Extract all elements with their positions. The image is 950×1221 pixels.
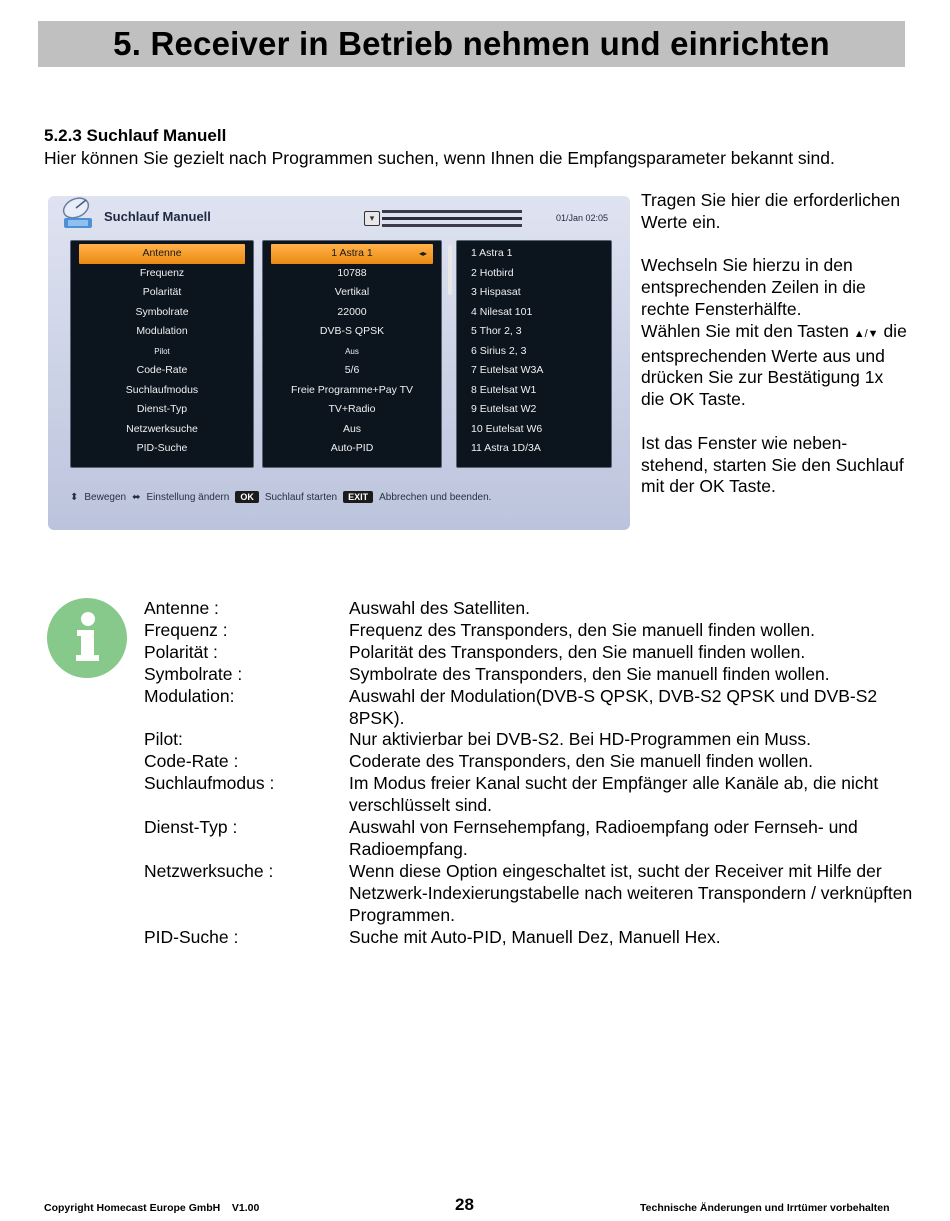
glossary-description: Symbolrate des Transponders, den Sie manuell finden wollen. xyxy=(349,663,830,684)
ok-key: OK xyxy=(235,491,259,503)
glossary-term: Polarität : xyxy=(144,641,218,662)
glossary-row xyxy=(144,817,914,861)
satellite-item[interactable]: 11 Astra 1D/3A xyxy=(471,442,541,454)
page-number: 28 xyxy=(455,1195,474,1214)
satellite-item[interactable]: 10 Eutelsat W6 xyxy=(471,422,543,435)
satellite-item[interactable]: 6 Sirius 2, 3 xyxy=(471,344,527,357)
settings-label-column xyxy=(70,240,254,468)
glossary-term: Netzwerksuche : xyxy=(144,860,274,881)
glossary-row xyxy=(144,664,914,686)
footer-move: Bewegen xyxy=(84,491,127,503)
setting-label[interactable]: Dienst-Typ xyxy=(136,403,188,415)
glossary-description: Auswahl von Fernsehempfang, Radioempfang oder Fernseh- und Radioempfang. xyxy=(349,817,858,859)
setting-value[interactable]: Freie Programme+Pay TV xyxy=(290,383,414,396)
glossary-description: Nur aktivierbar bei DVB-S2. Bei HD-Programmen ein Muss. xyxy=(349,729,811,750)
glossary-row xyxy=(144,861,914,927)
signal-bars xyxy=(382,210,522,226)
glossary-row xyxy=(144,620,914,642)
left-right-arrow-icon: ⬌ xyxy=(132,491,141,503)
footer-ok-text: Suchlauf starten xyxy=(264,491,338,503)
satellite-item[interactable]: 5 Thor 2, 3 xyxy=(471,325,522,337)
setting-value[interactable]: Aus xyxy=(345,346,359,356)
signal-icon: ▾ xyxy=(364,211,380,226)
glossary-description: Wenn diese Option eingeschaltet ist, sucht der Receiver mit Hilfe der Netzwerk-Indexierungstabelle nach weiteren Transpondern / verknüpften Programmen. xyxy=(349,860,913,925)
scrollbar[interactable] xyxy=(448,245,452,295)
satellite-item[interactable]: 4 Nilesat 101 xyxy=(471,305,533,318)
info-icon xyxy=(46,597,128,679)
glossary-row xyxy=(144,686,914,730)
glossary-description: Coderate des Transponders, den Sie manuell finden wollen. xyxy=(349,751,814,772)
glossary xyxy=(144,598,914,949)
chapter-title: 5. Receiver in Betrieb nehmen und einrichten xyxy=(113,25,830,62)
setting-value[interactable]: 22000 xyxy=(337,305,367,318)
glossary-term: Dienst-Typ : xyxy=(144,817,238,838)
glossary-term: Suchlaufmodus : xyxy=(144,773,275,794)
glossary-term: Frequenz : xyxy=(144,619,228,640)
arrow-keys-icon: ▲/▼ xyxy=(853,327,879,340)
glossary-term: PID-Suche : xyxy=(144,926,239,947)
glossary-description: Auswahl der Modulation(DVB-S QPSK, DVB-S2 QPSK und DVB-S2 8PSK). xyxy=(349,685,878,728)
setting-label[interactable]: Code-Rate xyxy=(136,364,188,376)
setting-value[interactable]: DVB-S QPSK xyxy=(319,325,385,337)
glossary-description: Frequenz des Transponders, den Sie manuell finden wollen. xyxy=(349,619,815,640)
glossary-term: Pilot: xyxy=(144,729,183,750)
setting-label[interactable]: PID-Suche xyxy=(136,442,188,454)
setting-label[interactable]: Pilot xyxy=(154,346,170,356)
satellite-item[interactable]: 9 Eutelsat W2 xyxy=(471,403,537,415)
glossary-row xyxy=(144,598,914,620)
setting-value[interactable]: 10788 xyxy=(337,266,367,279)
satellite-list-column xyxy=(456,240,612,468)
section-intro: Hier können Sie gezielt nach Programmen suchen, wenn Ihnen die Empfangsparameter bekannt sind. xyxy=(44,148,835,168)
screen-title: Suchlauf Manuell xyxy=(104,209,211,224)
glossary-description: Im Modus freier Kanal sucht der Empfänger alle Kanäle ab, die nicht verschlüsselt sind. xyxy=(349,773,879,816)
glossary-term: Antenne : xyxy=(144,598,219,618)
setting-label[interactable]: Netzwerksuche xyxy=(126,422,198,435)
section-title: 5.2.3 Suchlauf Manuell xyxy=(44,126,227,145)
receiver-screen xyxy=(48,196,630,530)
glossary-term: Modulation: xyxy=(144,685,235,706)
glossary-term: Code-Rate : xyxy=(144,751,239,772)
satellite-item[interactable]: 3 Hispasat xyxy=(471,286,521,298)
glossary-description: Suche mit Auto-PID, Manuell Dez, Manuell Hex. xyxy=(349,926,721,947)
up-down-arrow-icon: ⬍ xyxy=(70,491,79,503)
setting-value[interactable]: Auto-PID xyxy=(330,442,374,454)
exit-key: EXIT xyxy=(343,491,373,503)
setting-value[interactable]: Aus xyxy=(342,422,362,435)
setting-value[interactable]: 5/6 xyxy=(344,364,360,376)
setting-label[interactable]: Symbolrate xyxy=(135,305,189,318)
instructions xyxy=(641,190,911,520)
setting-label[interactable]: Modulation xyxy=(136,325,188,337)
satellite-dish-icon xyxy=(56,192,100,232)
glossary-row xyxy=(144,729,914,751)
instruction-2b: Wählen Sie mit den Tasten ▲/▼ die entsprechenden Werte aus und drücken Sie zur Bestätigung 1x die OK Taste. xyxy=(641,320,907,410)
settings-value-column xyxy=(262,240,442,468)
setting-label[interactable]: Suchlaufmodus xyxy=(125,383,199,396)
glossary-row xyxy=(144,773,914,817)
footer-change: Einstellung ändern xyxy=(146,491,230,503)
satellite-item[interactable]: 1 Astra 1 xyxy=(471,247,513,259)
satellite-item[interactable]: 2 Hotbird xyxy=(471,266,514,279)
satellite-item[interactable]: 7 Eutelsat W3A xyxy=(471,364,544,376)
instruction-1: Tragen Sie hier die erforderlichen Werte ein. xyxy=(641,190,901,232)
setting-value[interactable]: TV+Radio xyxy=(328,403,376,415)
left-right-selector-icon: ◂▸ xyxy=(418,249,427,258)
instruction-2a: Wechseln Sie hierzu in den entsprechenden Zeilen in die rechte Fensterhälfte. xyxy=(641,255,866,319)
glossary-row xyxy=(144,927,914,949)
screen-date: 01/Jan 02:05 xyxy=(556,213,609,223)
screen-footer xyxy=(70,488,610,506)
glossary-term: Symbolrate : xyxy=(144,663,243,684)
setting-label[interactable]: Frequenz xyxy=(139,266,185,279)
setting-value[interactable]: Vertikal xyxy=(334,286,370,298)
glossary-row xyxy=(144,642,914,664)
setting-value[interactable]: 1 Astra 1 ◂▸ xyxy=(271,244,433,264)
instruction-3: Ist das Fenster wie neben-stehend, starten Sie den Suchlauf mit der OK Taste. xyxy=(641,432,904,497)
setting-label[interactable]: Polarität xyxy=(142,286,182,298)
satellite-item[interactable]: 8 Eutelsat W1 xyxy=(471,383,537,396)
copyright: Copyright Homecast Europe GmbH V1.00 xyxy=(44,1202,260,1214)
glossary-description: Polarität des Transponders, den Sie manuell finden wollen. xyxy=(349,641,806,662)
footer-exit-text: Abbrechen und beenden. xyxy=(379,491,492,503)
glossary-row xyxy=(144,751,914,773)
chapter-header xyxy=(38,21,905,67)
glossary-description: Auswahl des Satelliten. xyxy=(349,598,530,618)
setting-label[interactable]: Antenne xyxy=(79,244,245,264)
disclaimer: Technische Änderungen und Irrtümer vorbehalten xyxy=(640,1202,890,1214)
